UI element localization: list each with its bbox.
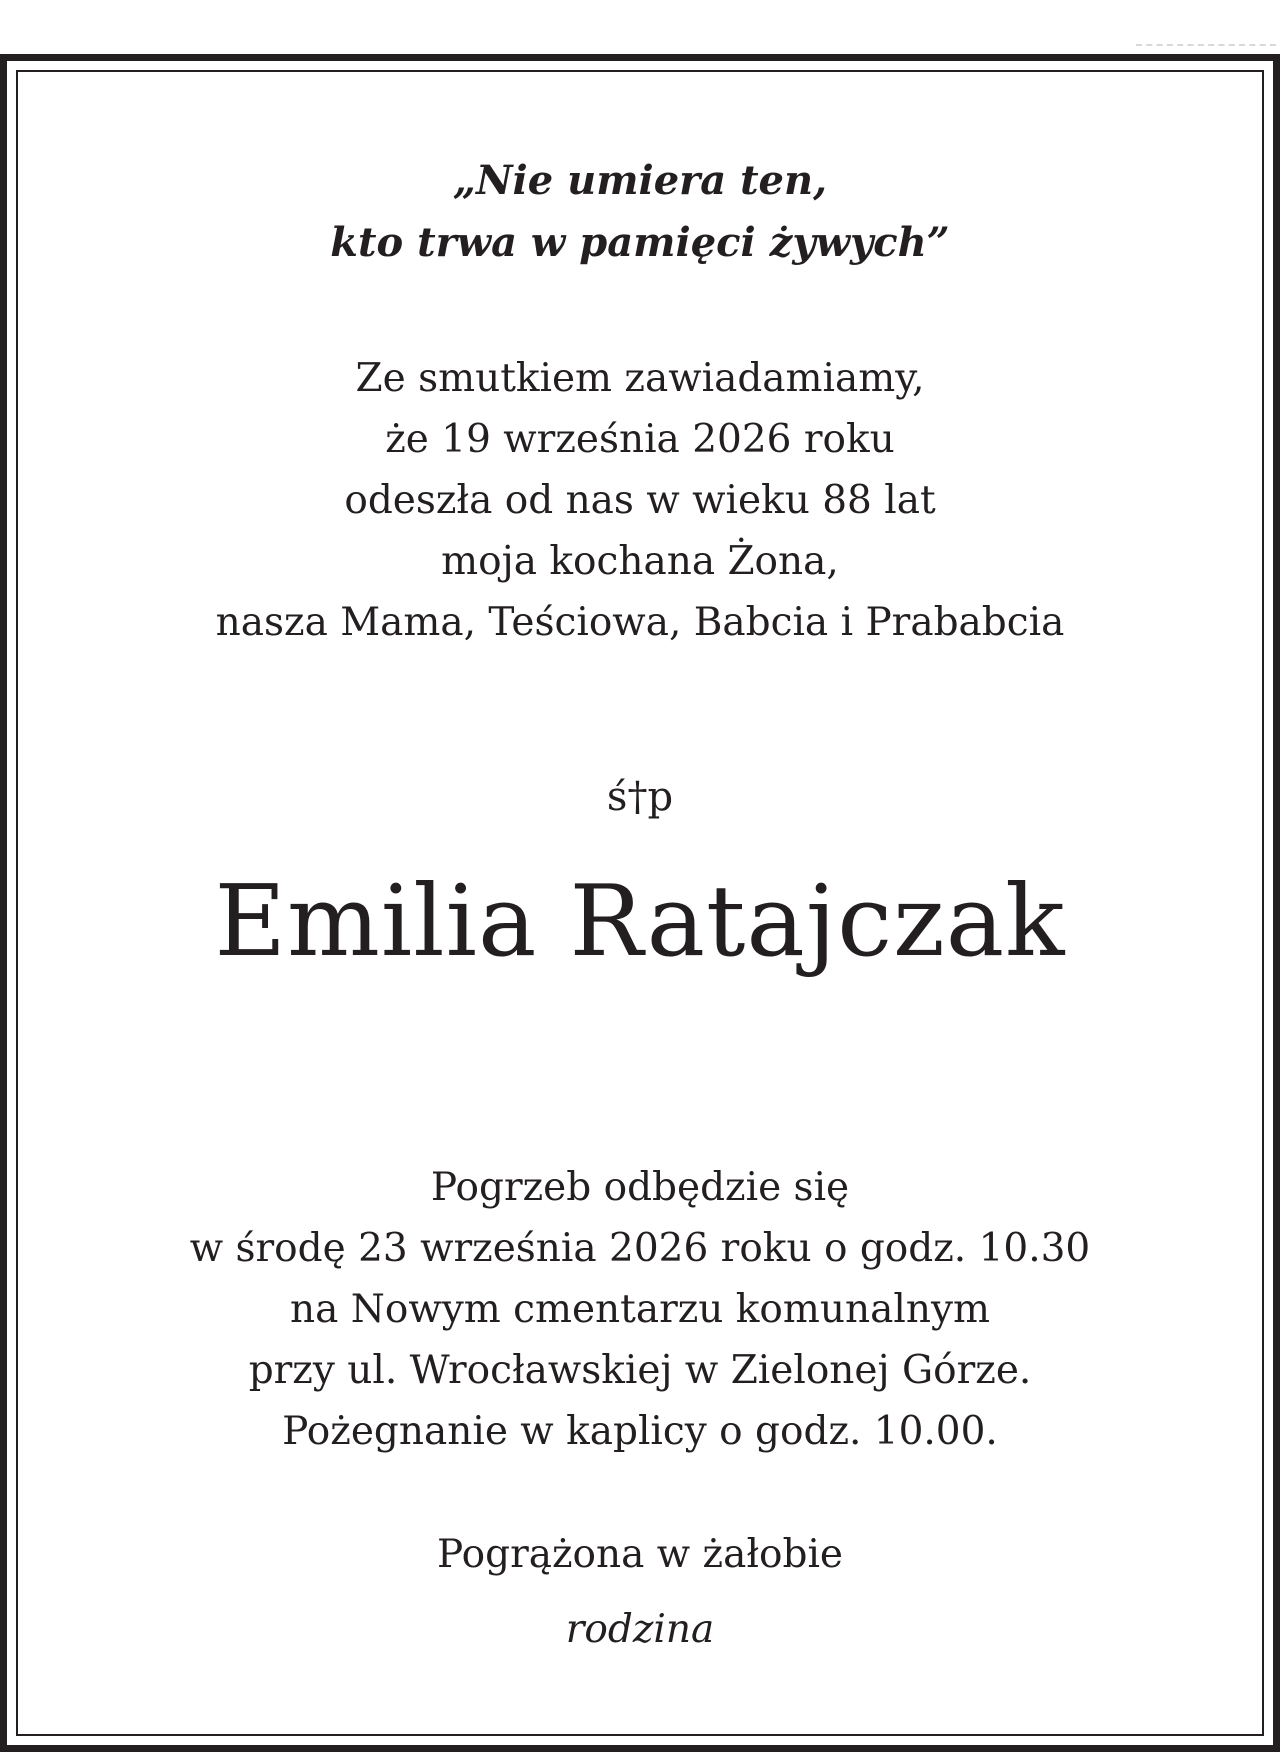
deceased-name-text: Emilia Ratajczak (214, 865, 1066, 979)
funeral-line: Pogrzeb odbędzie się (430, 1165, 850, 1210)
mourning-line (16, 1526, 1264, 1584)
announcement-line: Ze smutkiem zawiadamiamy, (355, 356, 925, 401)
signature (16, 1602, 1264, 1658)
announcement-line: moja kochana Żona, (441, 539, 839, 584)
funeral-line: przy ul. Wrocławskiej w Zielonej Górze. (248, 1348, 1032, 1393)
funeral-line: na Nowym cmentarzu komunalnym (289, 1287, 990, 1332)
signature-text: rodzina (565, 1607, 715, 1652)
announcement-line: nasza Mama, Teściowa, Babcia i Prababcia (215, 600, 1065, 645)
announcement-line: że 19 września 2026 roku (385, 417, 895, 462)
motto-quote (16, 150, 1264, 274)
funeral-line: w środę 23 września 2026 roku o godz. 10.30 (189, 1226, 1091, 1271)
motto-line: kto trwa w pamięci żywych” (330, 219, 950, 266)
announcement-text (16, 348, 1264, 653)
motto-line: „Nie umiera ten, (452, 157, 828, 204)
announcement-line: odeszła od nas w wieku 88 lat (344, 478, 936, 523)
deceased-name (16, 862, 1264, 982)
stp-cross-mark (16, 772, 1264, 822)
bottom-border (0, 1745, 1280, 1752)
scan-artifact-dash (1136, 44, 1276, 46)
funeral-details (16, 1157, 1264, 1462)
mourning-text: Pogrążona w żałobie (436, 1532, 843, 1577)
stp-label: ś†p (606, 774, 674, 820)
funeral-line: Pożegnanie w kaplicy o godz. 10.00. (282, 1409, 998, 1454)
